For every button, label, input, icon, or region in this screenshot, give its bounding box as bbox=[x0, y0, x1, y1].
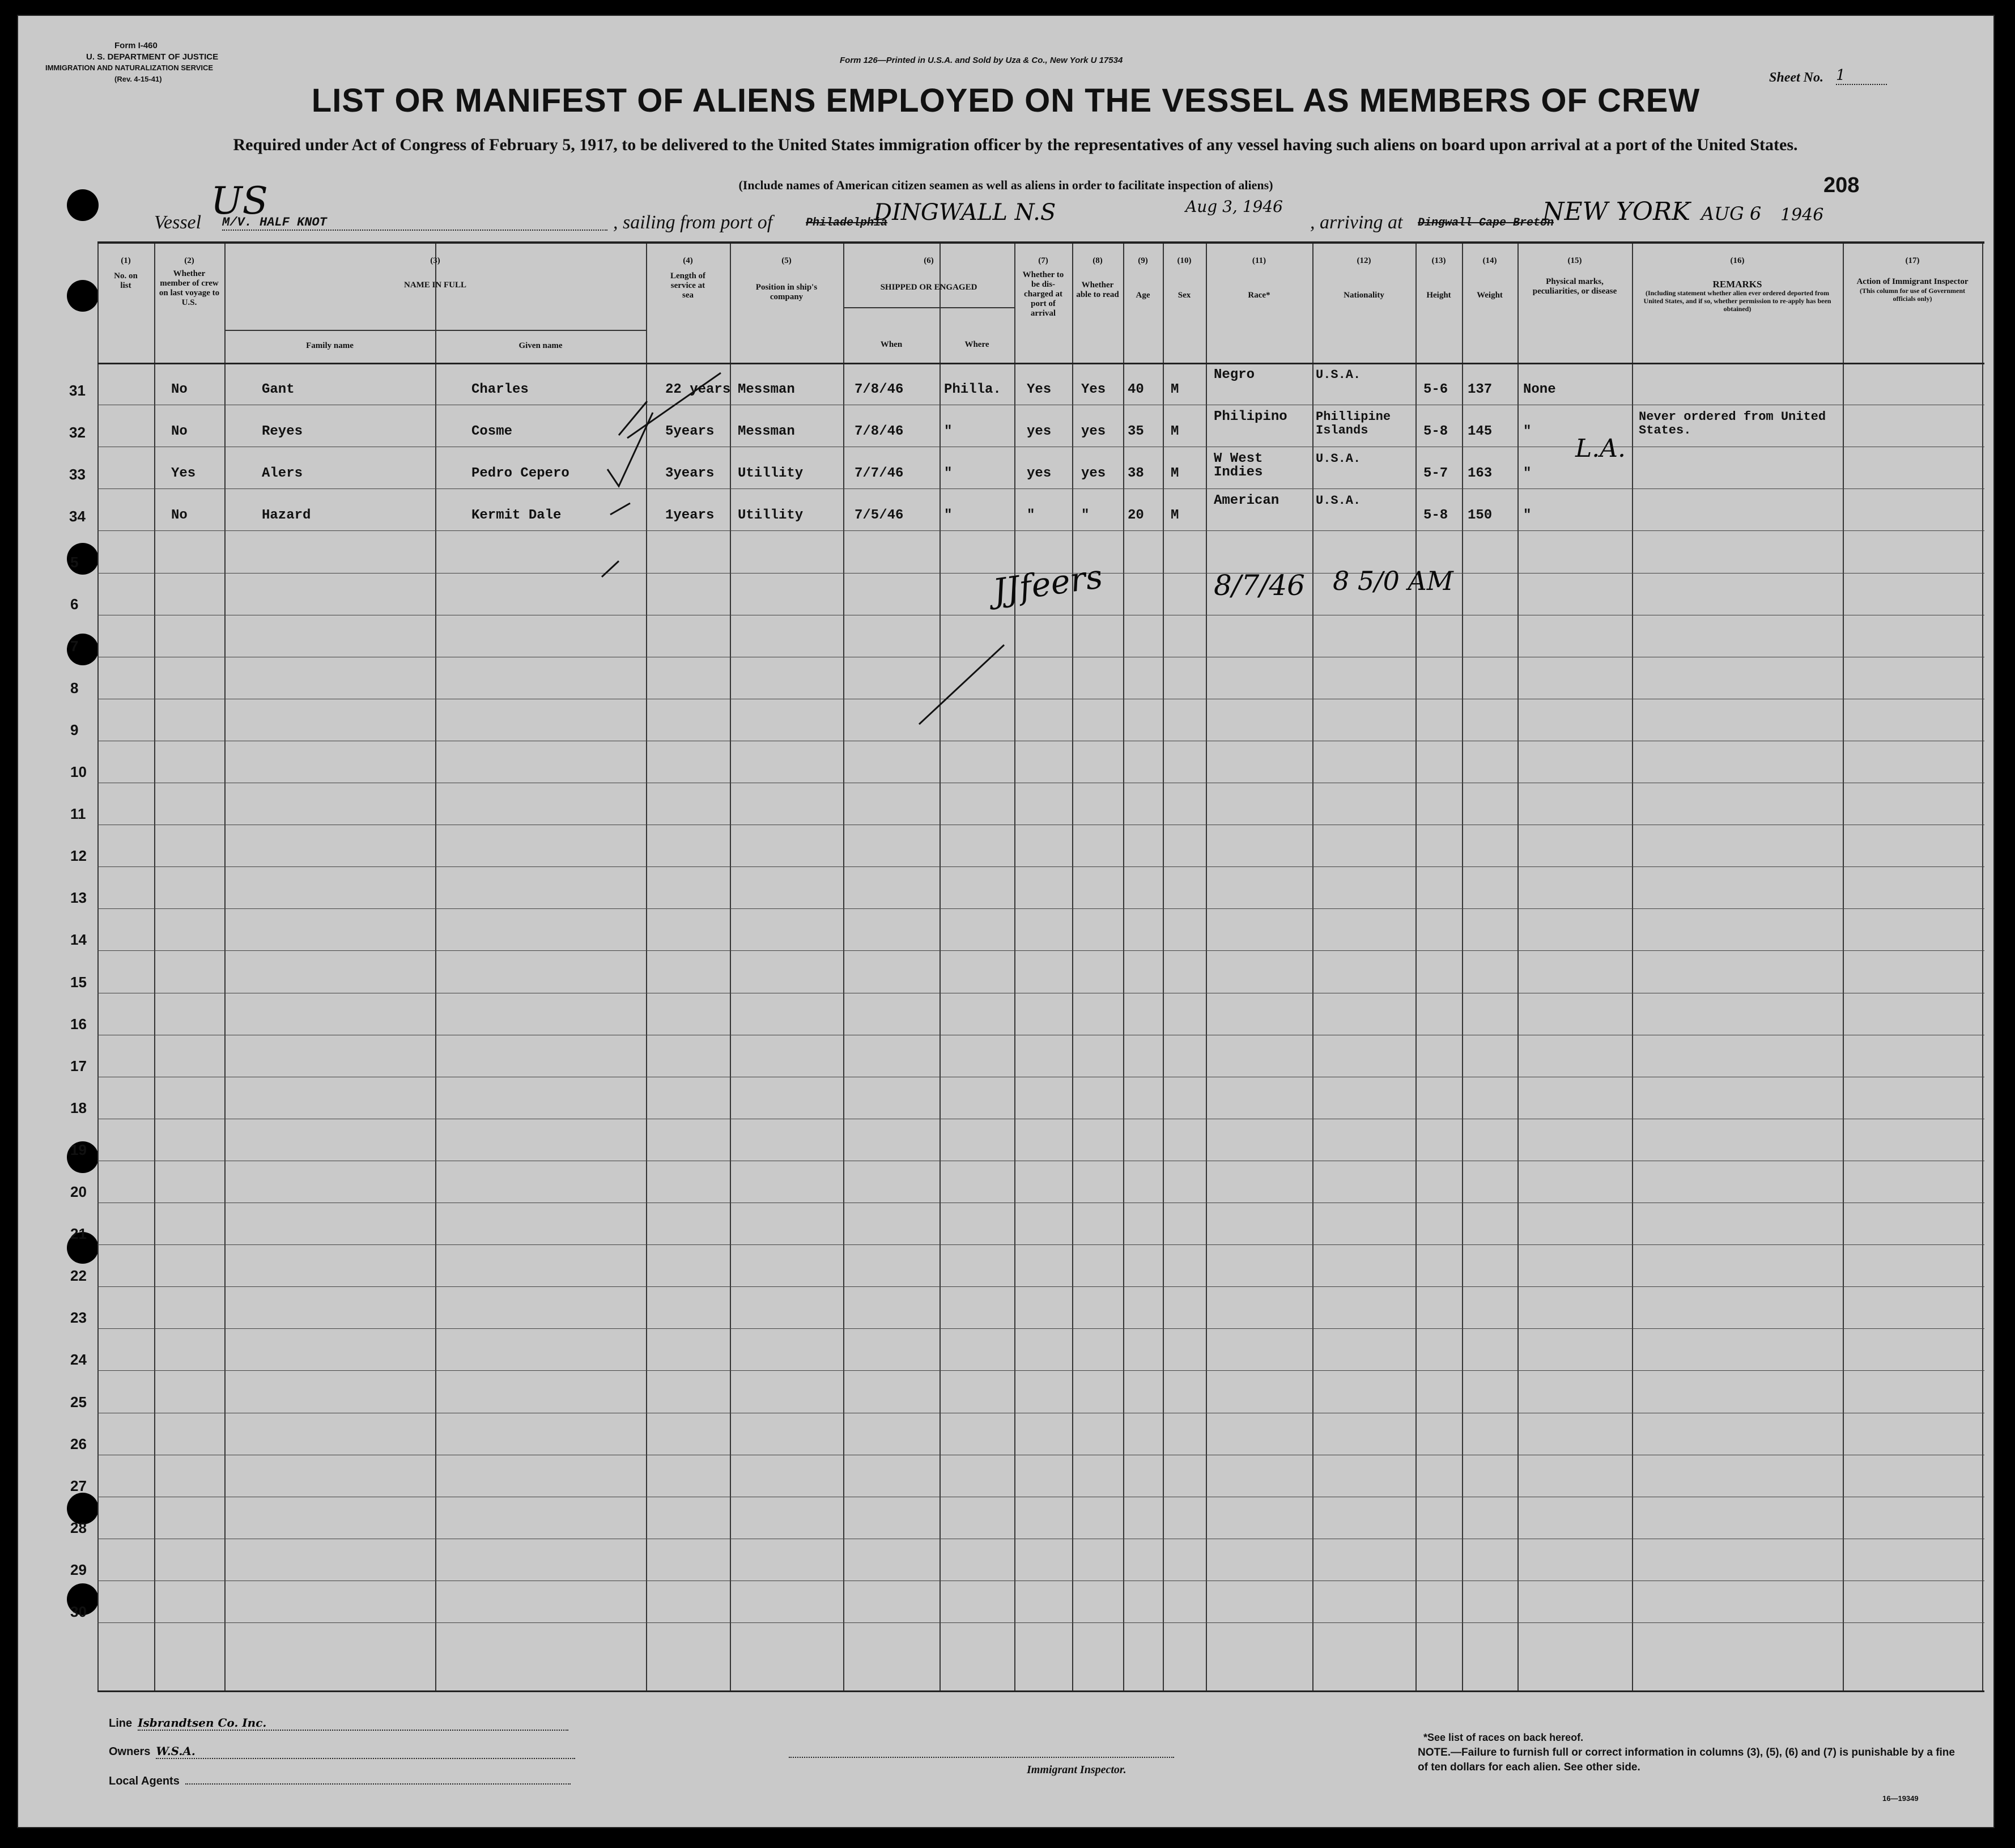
able-to-read-cell: yes bbox=[1081, 424, 1106, 440]
department: U. S. DEPARTMENT OF JUSTICE bbox=[86, 52, 219, 62]
row-number: 30 bbox=[70, 1603, 87, 1620]
col-15-label: Physical marks, peculiarities, or disease bbox=[1532, 277, 1617, 296]
shipped-where-cell: Philla. bbox=[944, 382, 1001, 398]
discharged-cell: " bbox=[1027, 508, 1035, 524]
shipped-when-cell: 7/8/46 bbox=[855, 382, 904, 398]
given-name-cell: Pedro Cepero bbox=[471, 466, 569, 482]
la-mark: L.A. bbox=[1575, 434, 1626, 463]
nationality-cell: Phillipine Islands bbox=[1316, 410, 1391, 438]
col-12-num: (12) bbox=[1357, 256, 1371, 265]
row-number: 28 bbox=[70, 1519, 87, 1536]
col-6-label: SHIPPED OR ENGAGED bbox=[880, 283, 977, 292]
row-number: 25 bbox=[70, 1393, 87, 1411]
family-name-cell: Gant bbox=[262, 382, 295, 398]
row-number: 34 bbox=[69, 508, 86, 525]
row-number: 13 bbox=[70, 889, 87, 907]
row-number: 16 bbox=[70, 1015, 87, 1033]
form-number: Form I-460 bbox=[114, 41, 158, 50]
physical-marks-cell: " bbox=[1523, 508, 1532, 524]
col-4-num: (4) bbox=[683, 256, 693, 265]
row-number: 24 bbox=[70, 1351, 87, 1369]
col-15-num: (15) bbox=[1567, 256, 1582, 265]
year: 1946 bbox=[1780, 205, 1824, 225]
col-13-label: Height bbox=[1426, 291, 1451, 300]
stamp-time: 8 5/0 AM bbox=[1333, 566, 1453, 596]
row-number: 29 bbox=[70, 1561, 87, 1578]
weight-cell: 137 bbox=[1468, 382, 1493, 398]
col-13-num: (13) bbox=[1431, 256, 1446, 265]
nationality-cell: U.S.A. bbox=[1316, 368, 1361, 382]
sex-cell: M bbox=[1171, 466, 1179, 482]
weight-cell: 145 bbox=[1468, 424, 1493, 440]
sex-cell: M bbox=[1171, 508, 1179, 524]
from-port-handwritten: DINGWALL N.S bbox=[874, 199, 1056, 226]
printer-line: Form 126—Printed in U.S.A. and Sold by Uza & Co., New York U 17534 bbox=[840, 56, 1123, 65]
col-17-sub: (This column for use of Government officials only) bbox=[1859, 287, 1966, 303]
line-label: Line bbox=[109, 1717, 133, 1730]
race-cell: Negro bbox=[1214, 367, 1255, 383]
col-8-num: (8) bbox=[1092, 256, 1103, 265]
position-cell: Messman bbox=[738, 382, 795, 398]
page-number: 208 bbox=[1823, 173, 1860, 197]
col-5-num: (5) bbox=[781, 256, 792, 265]
last-voyage-cell: Yes bbox=[171, 466, 196, 482]
row-number: 32 bbox=[69, 424, 86, 441]
sheet-label: Sheet No. bbox=[1769, 70, 1823, 85]
vessel-label: Vessel bbox=[154, 212, 202, 233]
service-length-cell: 3years bbox=[665, 466, 715, 482]
row-number: 27 bbox=[70, 1477, 87, 1494]
able-to-read-cell: " bbox=[1081, 508, 1090, 524]
col-8-label: Whether able to read bbox=[1076, 281, 1119, 299]
last-voyage-cell: No bbox=[171, 382, 188, 398]
last-voyage-cell: No bbox=[171, 508, 188, 524]
col-16-sub: (Including statement whether alien ever ordered deported from United States, and if so, whether permission to re-apply has been obtained) bbox=[1643, 289, 1831, 313]
col-7-label: Whether to be dis-charged at port of arrival bbox=[1022, 270, 1064, 318]
revision: (Rev. 4-15-41) bbox=[114, 75, 162, 83]
col-6-num: (6) bbox=[924, 256, 934, 265]
age-cell: 40 bbox=[1128, 382, 1144, 398]
col-3-label: NAME IN FULL bbox=[403, 281, 466, 290]
col-14-num: (14) bbox=[1482, 256, 1497, 265]
row-number: 7 bbox=[70, 637, 79, 655]
races-note: *See list of races on back hereof. bbox=[1423, 1732, 1584, 1743]
row-number: 15 bbox=[70, 973, 87, 991]
row-number: 21 bbox=[70, 1225, 87, 1243]
age-cell: 38 bbox=[1128, 466, 1144, 482]
shipped-when-cell: 7/8/46 bbox=[855, 424, 904, 440]
row-number: 22 bbox=[70, 1267, 87, 1285]
position-cell: Utillity bbox=[738, 466, 804, 482]
family-name-cell: Alers bbox=[262, 466, 303, 482]
from-port-struck: Philadelphia bbox=[806, 216, 888, 230]
row-number: 26 bbox=[70, 1435, 87, 1452]
shipped-where-cell: " bbox=[944, 466, 953, 482]
inspector-label: Immigrant Inspector. bbox=[1027, 1764, 1126, 1776]
nationality-cell: U.S.A. bbox=[1316, 494, 1361, 508]
col-4-label: Length of service at sea bbox=[670, 271, 706, 300]
line-value: Isbrandtsen Co. Inc. bbox=[138, 1716, 568, 1731]
col-1-num: (1) bbox=[121, 256, 131, 265]
col-6-where: Where bbox=[964, 340, 989, 349]
weight-cell: 150 bbox=[1468, 508, 1493, 524]
col-9-label: Age bbox=[1136, 291, 1150, 300]
col-11-num: (11) bbox=[1252, 256, 1266, 265]
able-to-read-cell: Yes bbox=[1081, 382, 1106, 398]
family-name-cell: Reyes bbox=[262, 424, 303, 440]
given-name-cell: Kermit Dale bbox=[471, 508, 562, 524]
age-cell: 35 bbox=[1128, 424, 1144, 440]
race-cell: American bbox=[1214, 493, 1279, 509]
owners-value: W.S.A. bbox=[156, 1744, 575, 1759]
row-number: 19 bbox=[70, 1141, 87, 1158]
discharged-cell: yes bbox=[1027, 466, 1052, 482]
row-number: 23 bbox=[70, 1309, 87, 1327]
able-to-read-cell: yes bbox=[1081, 466, 1106, 482]
age-cell: 20 bbox=[1128, 508, 1144, 524]
vessel-name: M/V. HALF KNOT bbox=[222, 215, 607, 231]
sailing-label: , sailing from port of bbox=[613, 212, 773, 233]
row-number: 31 bbox=[69, 382, 86, 400]
discharged-cell: Yes bbox=[1027, 382, 1052, 398]
weight-cell: 163 bbox=[1468, 466, 1493, 482]
race-cell: Philipino bbox=[1214, 409, 1287, 425]
row-number: 8 bbox=[70, 679, 79, 696]
nationality-cell: U.S.A. bbox=[1316, 452, 1361, 466]
agents-value bbox=[185, 1783, 571, 1785]
shipped-where-cell: " bbox=[944, 424, 953, 440]
physical-marks-cell: " bbox=[1523, 466, 1532, 482]
arriving-port-handwritten: NEW YORK bbox=[1542, 197, 1690, 226]
sex-cell: M bbox=[1171, 382, 1179, 398]
height-cell: 5-8 bbox=[1423, 424, 1448, 440]
row-number: 12 bbox=[70, 847, 87, 865]
service-length-cell: 1years bbox=[665, 508, 715, 524]
handwritten-strokes bbox=[18, 16, 1996, 1829]
race-cell: W West Indies bbox=[1214, 451, 1263, 481]
shipped-when-cell: 7/7/46 bbox=[855, 466, 904, 482]
include-note: (Include names of American citizen seamen as well as aliens in order to facilitate inspection of aliens) bbox=[738, 178, 1273, 192]
position-cell: Messman bbox=[738, 424, 795, 440]
col-10-label: Sex bbox=[1177, 291, 1191, 300]
owners-label: Owners bbox=[109, 1745, 151, 1758]
row-number: 6 bbox=[70, 595, 79, 613]
row-number: 20 bbox=[70, 1183, 87, 1200]
col-2-num: (2) bbox=[184, 256, 194, 265]
row-number: 10 bbox=[70, 763, 87, 780]
col-6-when: When bbox=[880, 340, 903, 349]
last-voyage-cell: No bbox=[171, 424, 188, 440]
height-cell: 5-8 bbox=[1423, 508, 1448, 524]
col-9-num: (9) bbox=[1138, 256, 1148, 265]
height-cell: 5-6 bbox=[1423, 382, 1448, 398]
row-number: 11 bbox=[70, 805, 86, 823]
row-number: 9 bbox=[70, 721, 79, 738]
given-name-cell: Cosme bbox=[471, 424, 513, 440]
service: IMMIGRATION AND NATURALIZATION SERVICE bbox=[45, 63, 214, 72]
form-code: 16—19349 bbox=[1882, 1794, 1919, 1803]
inspector-signature-line bbox=[789, 1757, 1174, 1758]
arriving-struck: Dingwall Cape Breton bbox=[1418, 216, 1554, 230]
col-17-label: Action of Immigrant Inspector bbox=[1856, 277, 1969, 286]
from-date: Aug 3, 1946 bbox=[1185, 197, 1283, 216]
position-cell: Utillity bbox=[738, 508, 804, 524]
col-1-label: No. on list bbox=[114, 271, 138, 290]
col-14-label: Weight bbox=[1477, 291, 1503, 300]
col-3-family: Family name bbox=[306, 341, 354, 350]
vessel-prefix-handwritten: US bbox=[211, 179, 268, 223]
page-title: LIST OR MANIFEST OF ALIENS EMPLOYED ON THE VESSEL AS MEMBERS OF CREW bbox=[311, 82, 1701, 119]
discharged-cell: yes bbox=[1027, 424, 1052, 440]
sex-cell: M bbox=[1171, 424, 1179, 440]
stamp-date: 8/7/46 bbox=[1214, 569, 1305, 602]
col-7-num: (7) bbox=[1038, 256, 1048, 265]
agents-label: Local Agents bbox=[109, 1775, 180, 1787]
given-name-cell: Charles bbox=[471, 382, 529, 398]
fine-note: NOTE.—Failure to furnish full or correct information in columns (3), (5), (6) and (7) is punishable by a fine of ten dollars for each alien. See other side. bbox=[1418, 1747, 1955, 1773]
row-number: 18 bbox=[70, 1099, 87, 1116]
family-name-cell: Hazard bbox=[262, 508, 311, 524]
page-subtitle: Required under Act of Congress of February 5, 1917, to be delivered to the United States immigration officer by the representatives of any vessel having such aliens on board upon arrival at a port of the United States. bbox=[233, 135, 1798, 154]
arriving-label: , arriving at bbox=[1310, 212, 1403, 233]
row-number: 5 bbox=[70, 553, 79, 571]
col-5-label: Position in ship's company bbox=[755, 283, 818, 301]
physical-marks-cell: " bbox=[1523, 424, 1532, 440]
manifest-sheet bbox=[17, 15, 1995, 1828]
sheet-number: 1 bbox=[1836, 67, 1887, 85]
physical-marks-cell: None bbox=[1523, 382, 1556, 398]
col-12-label: Nationality bbox=[1344, 291, 1384, 300]
col-16-label: REMARKS bbox=[1712, 279, 1762, 290]
row-number: 17 bbox=[70, 1057, 87, 1074]
col-2-label: Whether member of crew on last voyage to U.S. bbox=[159, 269, 220, 307]
shipped-where-cell: " bbox=[944, 508, 953, 524]
col-3-given: Given name bbox=[518, 341, 563, 350]
shipped-when-cell: 7/5/46 bbox=[855, 508, 904, 524]
arriving-date: AUG 6 bbox=[1701, 203, 1762, 224]
service-length-cell: 5years bbox=[665, 424, 715, 440]
inspector-signature: JJfeers bbox=[991, 556, 1105, 611]
col-11-label: Race* bbox=[1248, 291, 1270, 300]
height-cell: 5-7 bbox=[1423, 466, 1448, 482]
col-3-num: (3) bbox=[430, 256, 440, 265]
row-number: 33 bbox=[69, 466, 86, 483]
col-10-num: (10) bbox=[1177, 256, 1192, 265]
col-16-num: (16) bbox=[1730, 256, 1745, 265]
service-length-cell: 22 years bbox=[665, 382, 731, 398]
row-number: 14 bbox=[70, 931, 87, 949]
col-17-num: (17) bbox=[1905, 256, 1920, 265]
remarks-cell: Never ordered from United States. bbox=[1639, 410, 1826, 438]
